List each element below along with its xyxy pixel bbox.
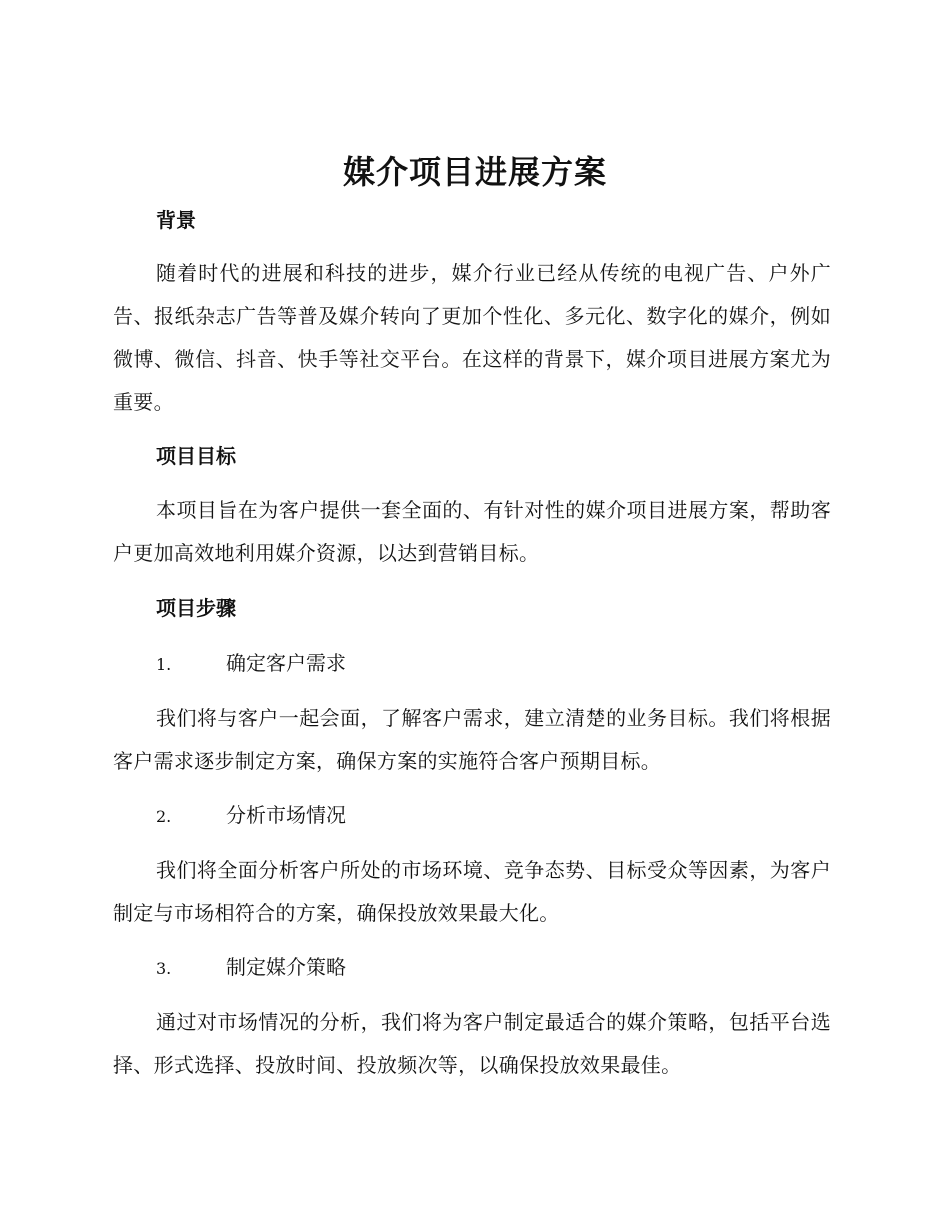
paragraph-background: 随着时代的进展和科技的进步，媒介行业已经从传统的电视广告、户外广告、报纸杂志广告等普及媒介转向了更加个性化、多元化、数字化的媒介，例如微博、微信、抖音、快手等社交平台。在这样的背景下，媒介项目进展方案尤为重要。 <box>113 261 831 414</box>
step-item-3 <box>156 951 346 985</box>
section-heading-goal: 项目目标 <box>156 444 236 468</box>
step-title: 分析市场情况 <box>226 803 346 827</box>
step-number: 2. <box>156 807 172 826</box>
section-heading-background: 背景 <box>156 208 196 232</box>
paragraph-step-2: 我们将全面分析客户所处的市场环境、竞争态势、目标受众等因素，为客户制定与市场相符合的方案，确保投放效果最大化。 <box>113 858 831 925</box>
step-number: 1. <box>156 655 172 674</box>
step-item-2 <box>156 799 346 833</box>
step-number: 3. <box>156 959 172 978</box>
step-title: 确定客户需求 <box>226 651 346 675</box>
paragraph-step-1: 我们将与客户一起会面，了解客户需求，建立清楚的业务目标。我们将根据客户需求逐步制定方案，确保方案的实施符合客户预期目标。 <box>113 706 831 773</box>
paragraph-step-3: 通过对市场情况的分析，我们将为客户制定最适合的媒介策略，包括平台选择、形式选择、投放时间、投放频次等，以确保投放效果最佳。 <box>113 1010 831 1077</box>
step-item-1 <box>156 647 346 681</box>
paragraph-goal: 本项目旨在为客户提供一套全面的、有针对性的媒介项目进展方案，帮助客户更加高效地利用媒介资源，以达到营销目标。 <box>113 498 831 565</box>
step-title: 制定媒介策略 <box>226 955 346 979</box>
page-title: 媒介项目进展方案 <box>342 153 607 191</box>
section-heading-steps: 项目步骤 <box>156 596 236 620</box>
